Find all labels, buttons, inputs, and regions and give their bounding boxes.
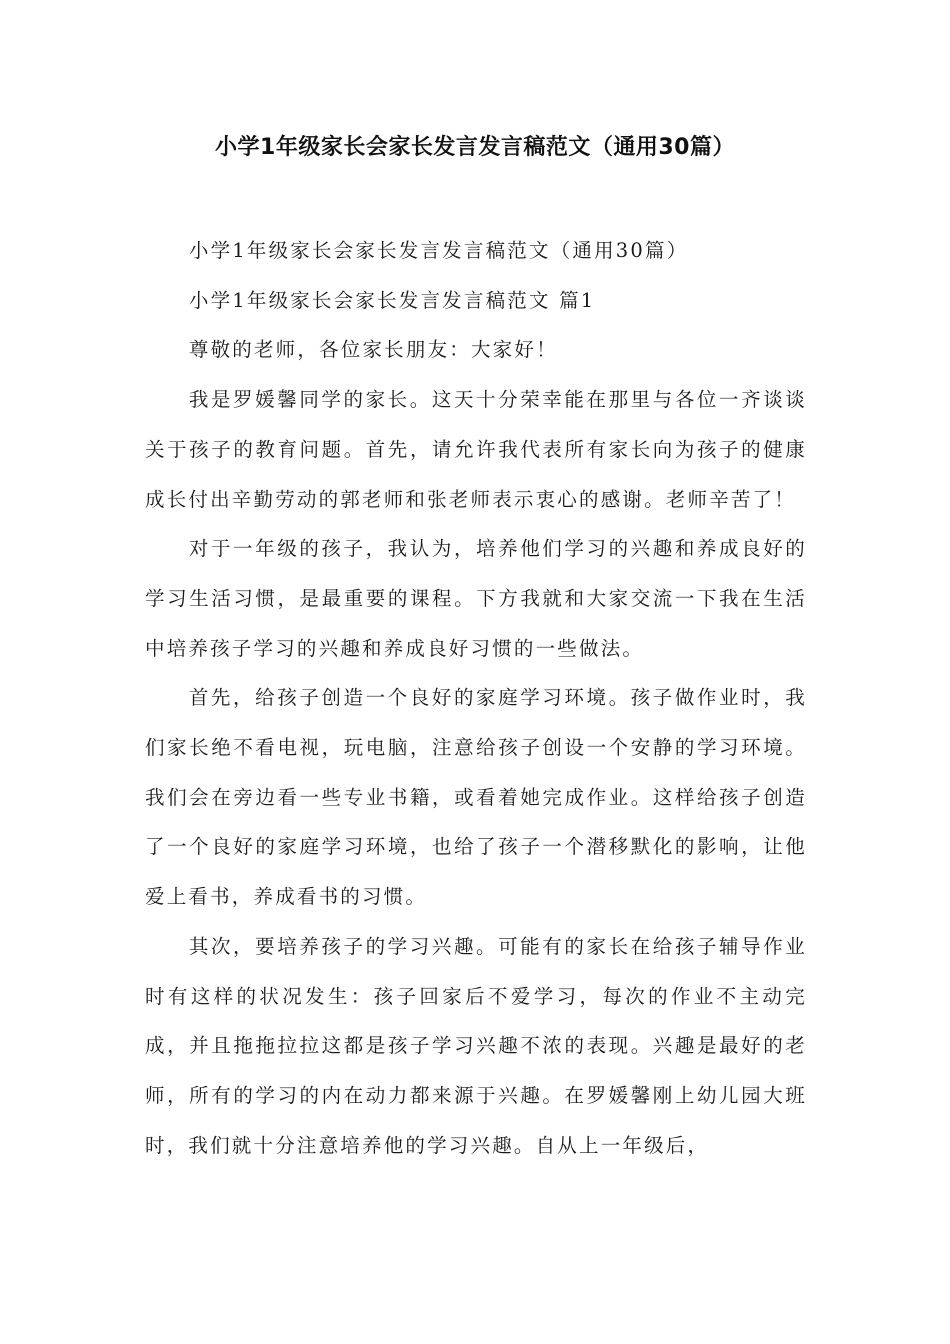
- paragraph-section-title: 小学1年级家长会家长发言发言稿范文 篇1: [188, 288, 596, 312]
- document-title: 小学1年级家长会家长发言发言稿范文（通用30篇）: [215, 135, 735, 160]
- document-body: [145, 226, 807, 1170]
- paragraph: 首先，给孩子创造一个良好的家庭学习环境。孩子做作业时，我们家长绝不看电视，玩电脑，注意给孩子创设一个安静的学习环境。我们会在旁边看一些专业书籍，或看着她完成作业。这样给孩子创造了一个良好的家庭学习环境，也给了孩子一个潜移默化的影响，让他爱上看书，养成看书的习惯。: [145, 686, 807, 909]
- paragraph-heading: 小学1年级家长会家长发言发言稿范文（通用30篇）: [188, 239, 689, 262]
- paragraph-greeting: 尊敬的老师，各位家长朋友：大家好！: [188, 338, 558, 362]
- paragraph: 我是罗媛馨同学的家长。这天十分荣幸能在那里与各位一齐谈谈关于孩子的教育问题。首先，请允许我代表所有家长向为孩子的健康成长付出辛勤劳动的郭老师和张老师表示衷心的感谢。老师辛苦了！: [145, 388, 807, 511]
- paragraph: 其次，要培养孩子的学习兴趣。可能有的家长在给孩子辅导作业时有这样的状况发生：孩子回家后不爱学习，每次的作业不主动完成，并且拖拖拉拉这都是孩子学习兴趣不浓的表现。兴趣是最好的老师，所有的学习的内在动力都来源于兴趣。在罗媛馨刚上幼儿园大班时，我们就十分注意培养他的学习兴趣。自从上一年级后，: [145, 934, 807, 1157]
- paragraph: 对于一年级的孩子，我认为，培养他们学习的兴趣和养成良好的学习生活习惯，是最重要的课程。下方我就和大家交流一下我在生活中培养孩子学习的兴趣和养成良好习惯的一些做法。: [145, 537, 807, 660]
